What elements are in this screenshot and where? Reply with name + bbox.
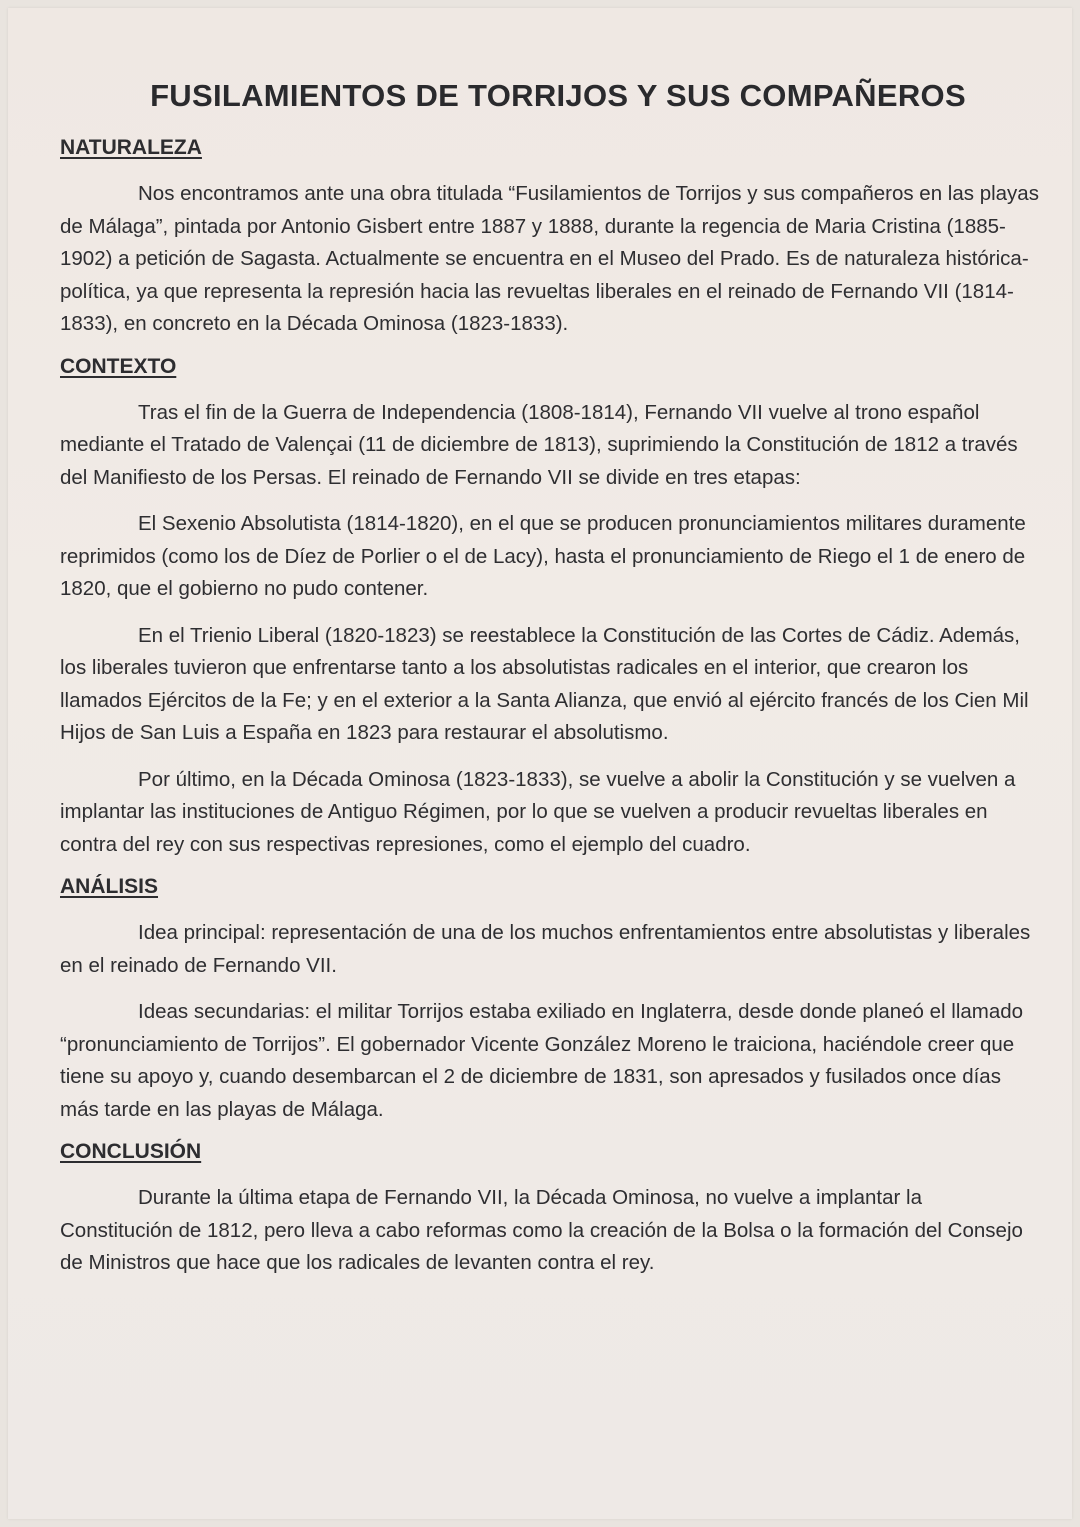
document-body [60,78,1040,1294]
paragraph: Durante la última etapa de Fernando VII, la Década Ominosa, no vuelve a implantar la Constitución de 1812, pero lleva a cabo reformas como la creación de la Bolsa o la formación del Consejo de Ministros que hace que los radicales de levanten contra el rey. [60,1186,1023,1274]
section-contexto [60,355,1040,862]
paragraph: Idea principal: representación de una de los muchos enfrentamientos entre absolutistas y liberales en el reinado de Fernando VII. [60,921,1031,977]
paragraph: Por último, en la Década Ominosa (1823-1833), se vuelve a abolir la Constitución y se vuelven a implantar las instituciones de Antiguo Régimen, por lo que se vuelven a producir revueltas liberales en contra del rey con sus respectivas represiones, como el ejemplo del cuadro. [60,767,1016,856]
section-heading-analisis: ANÁLISIS [60,875,159,898]
paragraph: Nos encontramos ante una obra titulada “Fusilamientos de Torrijos y sus compañeros en las playas de Málaga”, pintada por Antonio Gisbert entre 1887 y 1888, durante la regencia de Maria Cristina (1885-1902) a petición de Sagasta. Actualmente se encuentra en el Museo del Prado. Es de naturaleza histórica-política, ya que representa la represión hacia las revueltas liberales en el reinado de Fernando VII (1814-1833), en concreto en la Década Ominosa (1823-1833). [60,182,1039,335]
paragraph: Tras el fin de la Guerra de Independencia (1808-1814), Fernando VII vuelve al trono español mediante el Tratado de Valençai (11 de diciembre de 1813), suprimiendo la Constitución de 1812 a través del Manifiesto de los Persas. El reinado de Fernando VII se divide en tres etapas: [60,400,1018,489]
paper-sheet [8,8,1072,1519]
section-naturaleza [60,136,1040,341]
paragraph: El Sexenio Absolutista (1814-1820), en el que se producen pronunciamientos militares duramente reprimidos (como los de Díez de Porlier o el de Lacy), hasta el pronunciamiento de Riego el 1 de enero de 1820, que el gobierno no pudo contener. [60,512,1026,600]
section-heading-conclusion: CONCLUSIÓN [60,1140,202,1163]
section-heading-contexto: CONTEXTO [60,354,177,378]
section-analisis [60,875,1040,1126]
document-title: FUSILAMIENTOS DE TORRIJOS Y SUS COMPAÑEROS [150,78,966,113]
paragraph: En el Trienio Liberal (1820-1823) se reestablece la Constitución de las Cortes de Cádiz. Además, los liberales tuvieron que enfrentarse tanto a los absolutistas radicales en el interior, que crearon los llamados Ejércitos de la Fe; y en el exterior a la Santa Alianza, que envió al ejército francés de los Cien Mil Hijos de San Luis a España en 1823 para restaurar el absolutismo. [60,623,1029,744]
section-heading-naturaleza: NATURALEZA [60,136,202,159]
paragraph: Ideas secundarias: el militar Torrijos estaba exiliado en Inglaterra, desde donde planeó el llamado “pronunciamiento de Torrijos”. El gobernador Vicente González Moreno le traiciona, haciéndole creer que tiene su apoyo y, cuando desembarcan el 2 de diciembre de 1831, son apresados y fusilados once días más tarde en las playas de Málaga. [60,1000,1024,1121]
section-conclusion [60,1140,1040,1280]
